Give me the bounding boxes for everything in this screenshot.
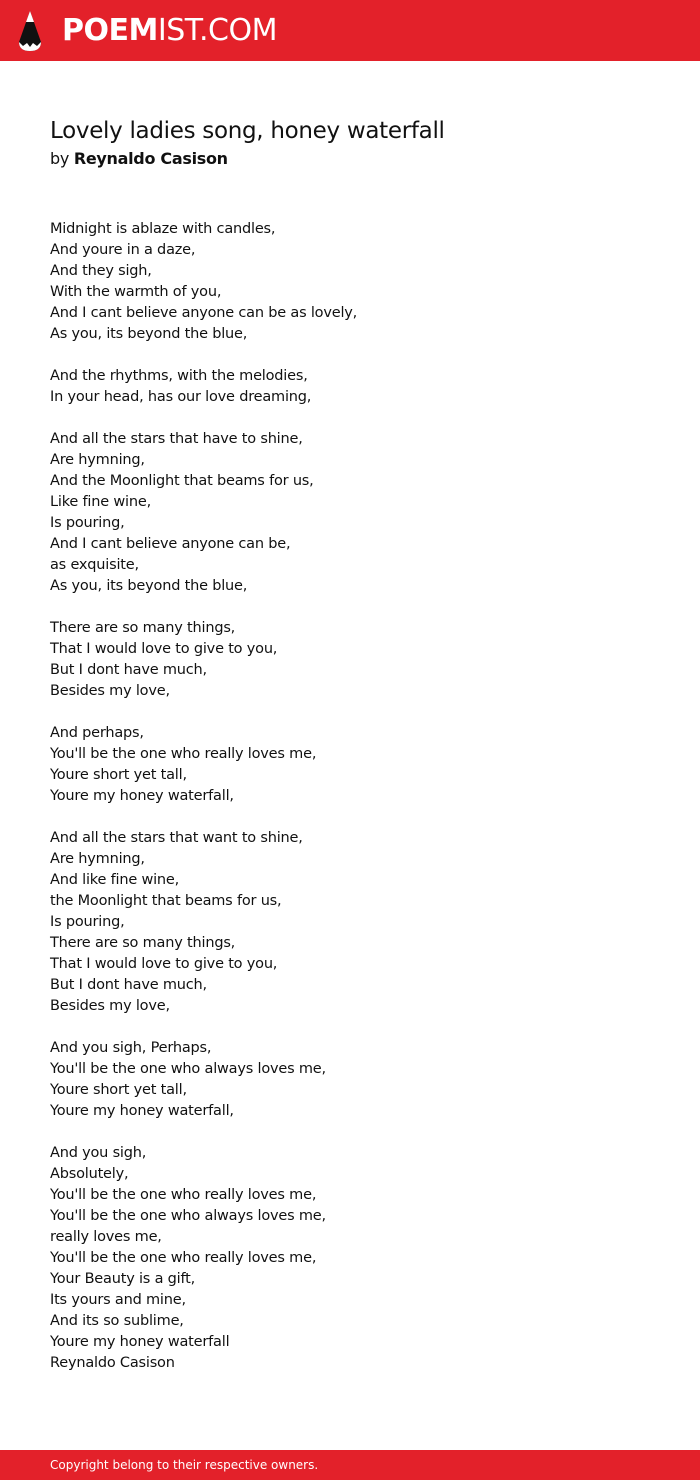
- poem-line: Your Beauty is a gift,: [50, 1271, 196, 1287]
- poem-stanza: [50, 1038, 650, 1122]
- site-logo[interactable]: [62, 13, 277, 49]
- poem-line: as exquisite,: [50, 557, 139, 573]
- poem-line: Midnight is ablaze with candles,: [50, 221, 276, 237]
- poem-line: There are so many things,: [50, 935, 236, 951]
- poem-line: Besides my love,: [50, 998, 170, 1014]
- poem-line: Youre short yet tall,: [50, 767, 187, 783]
- poem-line: really loves me,: [50, 1229, 162, 1245]
- poem-line: You'll be the one who always loves me,: [50, 1061, 326, 1077]
- poem-line: That I would love to give to you,: [50, 641, 278, 657]
- poem-stanza: [50, 1143, 650, 1374]
- poem-stanza: [50, 219, 650, 345]
- byline: [50, 149, 228, 169]
- author-name[interactable]: Reynaldo Casison: [73, 149, 228, 168]
- poem-line: Youre short yet tall,: [50, 1082, 187, 1098]
- poem-stanza: [50, 618, 650, 702]
- poem-stanza: [50, 723, 650, 807]
- copyright-text: Copyright belong to their respective owners.: [50, 1458, 319, 1472]
- poem-line: And you sigh, Perhaps,: [50, 1040, 212, 1056]
- poem-line: You'll be the one who really loves me,: [50, 1250, 317, 1266]
- by-label: by: [50, 149, 70, 168]
- poem-line: Its yours and mine,: [50, 1292, 186, 1308]
- poem-line: And all the stars that have to shine,: [50, 431, 303, 447]
- poem-line: But I dont have much,: [50, 662, 207, 678]
- poem-line: And perhaps,: [50, 725, 144, 741]
- poem-line: You'll be the one who really loves me,: [50, 1187, 317, 1203]
- poem-line: And youre in a daze,: [50, 242, 196, 258]
- poem-line: Youre my honey waterfall: [50, 1334, 230, 1350]
- poem-body: [50, 219, 650, 1374]
- poem-line: You'll be the one who always loves me,: [50, 1208, 326, 1224]
- poem-line: In your head, has our love dreaming,: [50, 389, 312, 405]
- poem-line: Reynaldo Casison: [50, 1355, 175, 1371]
- poem-line: Is pouring,: [50, 914, 125, 930]
- poem-line: And they sigh,: [50, 263, 152, 279]
- poem-line: Youre my honey waterfall,: [50, 788, 234, 804]
- poem-line: You'll be the one who really loves me,: [50, 746, 317, 762]
- poem-stanza: [50, 429, 650, 597]
- site-header: [0, 0, 700, 61]
- poem-line: That I would love to give to you,: [50, 956, 278, 972]
- poem-line: As you, its beyond the blue,: [50, 578, 248, 594]
- site-footer: [0, 1450, 700, 1480]
- poem-line: And the Moonlight that beams for us,: [50, 473, 314, 489]
- poem-line: And I cant believe anyone can be,: [50, 536, 291, 552]
- poem-line: And all the stars that want to shine,: [50, 830, 303, 846]
- poem-stanza: [50, 828, 650, 1017]
- poem-line: Absolutely,: [50, 1166, 129, 1182]
- poem-line: And like fine wine,: [50, 872, 180, 888]
- poem-title: Lovely ladies song, honey waterfall: [50, 118, 445, 144]
- poem-line: But I dont have much,: [50, 977, 207, 993]
- poem-line: Are hymning,: [50, 851, 145, 867]
- poem-line: And the rhythms, with the melodies,: [50, 368, 308, 384]
- poem-line: As you, its beyond the blue,: [50, 326, 248, 342]
- poem-line: Youre my honey waterfall,: [50, 1103, 234, 1119]
- poem-stanza: [50, 366, 650, 408]
- poem-line: the Moonlight that beams for us,: [50, 893, 282, 909]
- pencil-tip-icon[interactable]: [17, 10, 43, 52]
- logo-bold-text: POEM: [62, 13, 158, 48]
- poem-line: With the warmth of you,: [50, 284, 222, 300]
- poem-line: There are so many things,: [50, 620, 236, 636]
- poem-line: Are hymning,: [50, 452, 145, 468]
- logo-light-text: IST.COM: [157, 13, 277, 48]
- poem-line: And you sigh,: [50, 1145, 147, 1161]
- poem-line: Like fine wine,: [50, 494, 151, 510]
- poem-line: And I cant believe anyone can be as lovely,: [50, 305, 358, 321]
- poem-line: Is pouring,: [50, 515, 125, 531]
- poem-line: Besides my love,: [50, 683, 170, 699]
- poem-line: And its so sublime,: [50, 1313, 184, 1329]
